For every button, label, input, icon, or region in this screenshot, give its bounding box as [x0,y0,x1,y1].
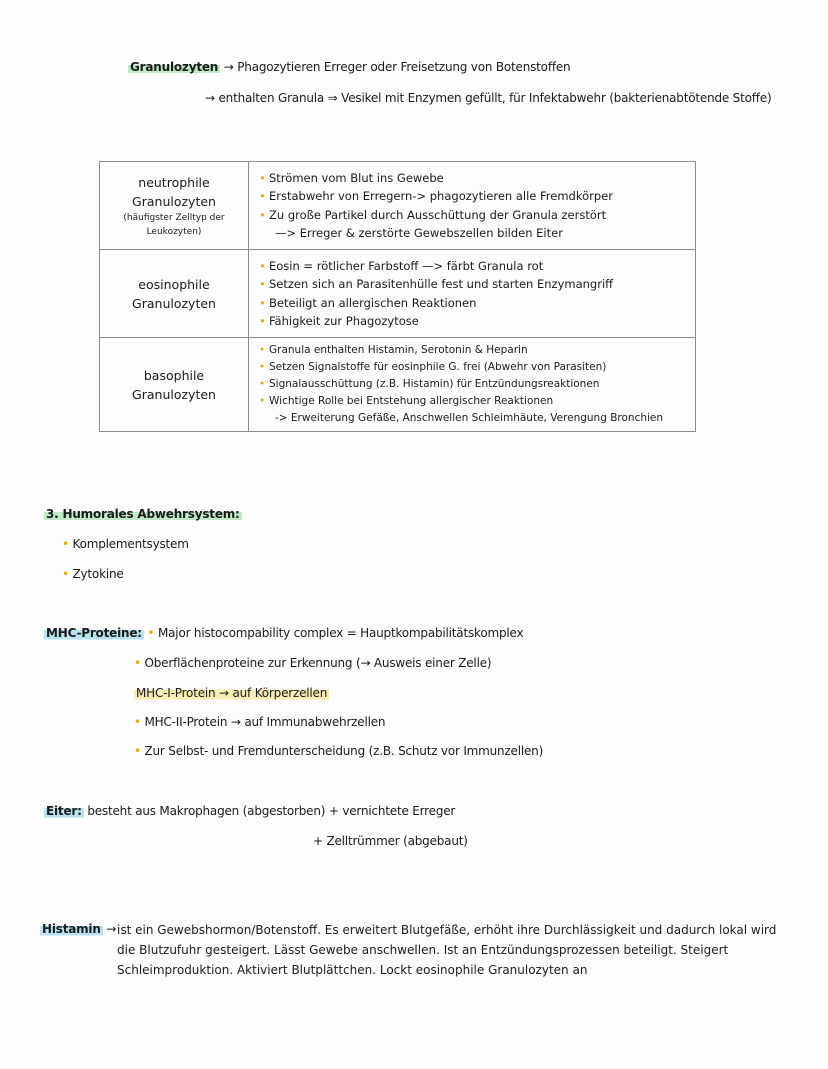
list-item: • Fähigkeit zur Phagozytose [269,312,689,331]
mhc-item-label: MHC-I-Protein → auf Körperzellen [136,686,328,700]
list-item: • Wichtige Rolle bei Entstehung allergischer Reaktionen [269,393,689,410]
row-title-1: eosinophile [138,276,210,292]
list-item: • Signalausschüttung (z.B. Histamin) für Entzündungsreaktionen [269,376,689,393]
table-row [100,250,696,338]
granulozyten-granula-text: enthalten Granula ⇒ Vesikel mit Enzymen gefüllt, für Infektabwehr (bakterienabtötende Stoffe) [218,91,772,105]
list-item [62,537,189,551]
mhc-label: MHC-Proteine: [46,626,142,640]
eiter-text-1: besteht aus Makrophagen (abgestorben) + vernichtete Erreger [87,804,456,818]
mhc-item [134,686,329,700]
mhc-item-label: Zur Selbst- und Fremdunterscheidung (z.B. Schutz vor Immunzellen) [144,744,544,758]
histamin-label: Histamin [42,922,101,936]
cell-basophile-items [249,338,696,432]
arrow-icon: → [106,922,117,936]
histamin-paragraph: ist ein Gewebshormon/Botenstoff. Es erweitert Blutgefäße, erhöht ihre Durchlässigkeit und dadurch lokal wird die Blutzufuhr gesteigert. Lässt Gewebe anschwellen. Ist an Entzündungsprozessen beteiligt. Steigert Schleimproduktion. Aktiviert Blutplättchen. Lockt eosinophile Granulozyten an [117,923,777,977]
arrow-icon: → [205,91,215,105]
row-title-2: Granulozyten [132,193,216,209]
cell-eosinophile [100,250,249,338]
granulozyten-definition: Phagozytieren Erreger oder Freisetzung von Botenstoffen [237,60,571,74]
mhc-item [134,656,491,670]
table-row [100,338,696,432]
list-item: • Granula enthalten Histamin, Serotonin & Heparin [269,342,689,359]
row-note-1: (häufigster Zelltyp der [123,212,225,223]
table-row [100,162,696,250]
arrow-icon: → [223,60,234,74]
histamin-heading [40,922,116,936]
cell-eosinophile-items [249,250,696,338]
list-item: —> Erreger & zerstörte Gewebszellen bilden Eiter [275,226,563,240]
humoral-item-label: Komplementsystem [72,537,189,551]
list-item: • Zu große Partikel durch Ausschüttung der Granula zerstört [269,206,689,225]
eiter-line-1 [44,804,455,818]
humoral-heading [44,507,242,521]
list-item: -> Erweiterung Gefäße, Anschwellen Schleimhäute, Verengung Bronchien [275,412,664,424]
cell-neutrophile-items [249,162,696,250]
mhc-item [134,744,543,758]
row-title-2: Granulozyten [132,386,216,402]
cell-basophile [100,338,249,432]
mhc-line-1 [44,626,523,640]
row-title-1: neutrophile [138,174,210,190]
cell-neutrophile [100,162,249,250]
list-item: • Beteiligt an allergischen Reaktionen [269,294,689,313]
list-item: • Setzen sich an Parasitenhülle fest und starten Enzymangriff [269,275,689,294]
list-item: • Setzen Signalstoffe für eosinphile G. frei (Abwehr von Parasiten) [269,359,689,376]
mhc-item-label: MHC-II-Protein → auf Immunabwehrzellen [144,715,386,729]
eiter-label: Eiter: [46,804,82,818]
row-title-1: basophile [143,367,205,383]
list-item: • Erstabwehr von Erregern-> phagozytieren alle Fremdkörper [269,187,689,206]
row-note-2: Leukozyten) [146,226,202,237]
mhc-item-label: Major histocompability complex = Hauptkompabilitätskomplex [158,626,524,640]
granulozyten-label: Granulozyten [130,60,219,74]
mhc-item [148,626,524,640]
granulozyten-line-1 [128,60,570,74]
humoral-item-label: Zytokine [72,567,124,581]
list-item: • Strömen vom Blut ins Gewebe [269,169,689,188]
granulozyten-table [99,161,696,432]
humoral-heading-text: 3. Humorales Abwehrsystem: [46,507,240,521]
granulozyten-line-2 [205,91,771,105]
mhc-item [134,715,385,729]
list-item [62,567,124,581]
row-title-2: Granulozyten [132,295,216,311]
mhc-item-label: Oberflächenproteine zur Erkennung (→ Ausweis einer Zelle) [144,656,492,670]
list-item: • Eosin = rötlicher Farbstoff —> färbt Granula rot [269,257,689,276]
eiter-text-2: + Zelltrümmer (abgebaut) [313,834,468,848]
